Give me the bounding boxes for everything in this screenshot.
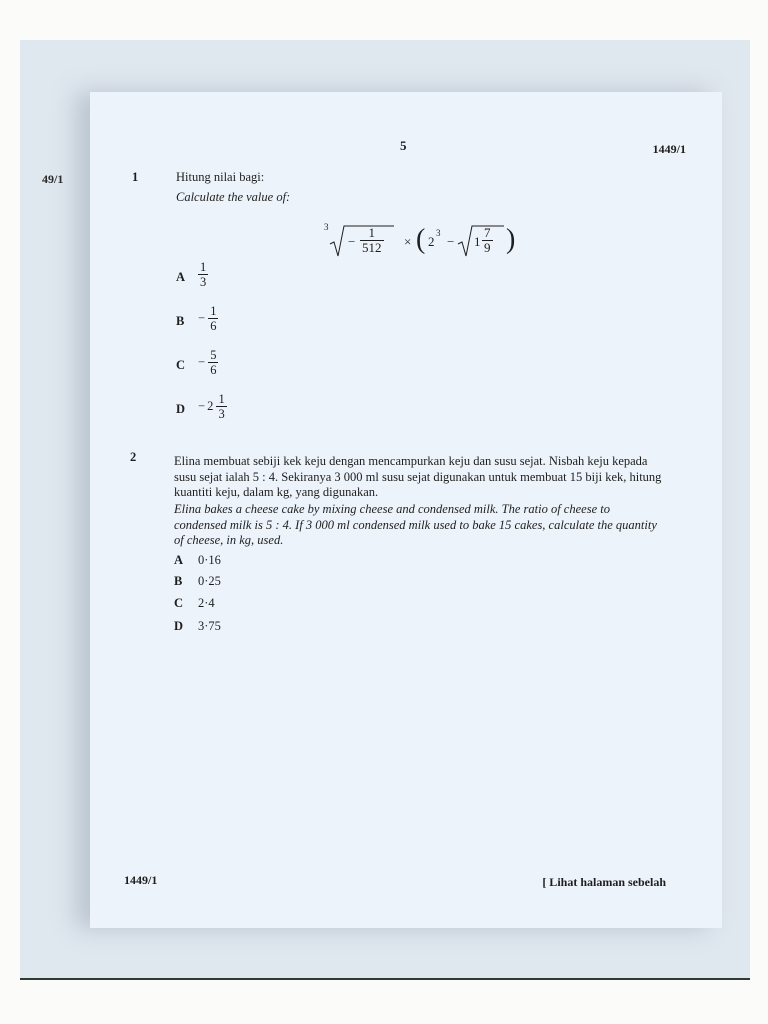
expr-fraction-2: $\frac{7}{9}$: [484, 225, 491, 255]
question-2-number: 2: [130, 450, 137, 464]
underlying-page-code: 49/1: [42, 172, 64, 186]
expr-times: ×: [404, 234, 412, 249]
question-2-english: Elina bakes a cheese cake by mixing cheese and condensed milk. The ratio of cheese to condensed milk is 5 : 4. If 3 000 ml condensed milk used to bake 15 cakes, calculate the quantity of cheese, in kg, used.: [174, 502, 657, 547]
expr-mixed-whole: 1: [474, 234, 481, 249]
paper-code-header: 1449/1: [652, 142, 686, 156]
expr-fraction-1: $\frac{1}{512}$: [362, 225, 382, 255]
next-page-note: [ Lihat halaman sebelah: [542, 875, 666, 889]
question-2-malay: Elina membuat sebiji kek keju dengan mencampurkan keju dan susu sejat. Nisbah keju kepada susu sejat ialah 5 : 4. Sekiranya 3 000 ml susu sejat digunakan untuk membuat 15 biji kek, hitung kuantiti keju, dalam kg, yang digunakan.: [174, 454, 662, 499]
expr-base: 2: [428, 234, 435, 249]
question-1-english: Calculate the value of:: [176, 190, 291, 204]
expr-exponent: 3: [436, 228, 441, 238]
expr-minus-2: −: [447, 234, 455, 249]
right-paren: ): [506, 224, 516, 255]
question-1-number: 1: [132, 170, 139, 184]
page-number: 5: [400, 138, 407, 153]
exam-page: 5 1449/1 1 Hitung nilai bagi: Calculate the value of: 3 − $\frac{1}{512}$ × ( 2 3 − 1 $\frac{7}{9}$ ) A $\frac{1}{3}$ B − $\frac{1}{6}$ C − $\frac{5}{6}$ D − 2 $\frac{1}{3}$ 2 Elina membuat sebiji kek keju dengan mencampurkan keju dan susu sejat. Nisbah keju kepada susu sejat ialah 5 : 4. Sekiranya 3 000 ml susu sejat digunakan untuk membuat 15 biji kek, hitung kuantiti keju, dalam kg, yang digunakan. Elina bakes a cheese cake by mixing cheese and condensed milk. The ratio of cheese to condensed milk is 5 : 4. If 3 000 ml condensed milk used to bake 15 cakes, calculate the quantity of cheese, in kg, used. A 0·16 B 0·25 C 2·4 D 3·75 1449/1 [ Lihat halaman sebelah: [90, 92, 722, 928]
left-paren: (: [416, 224, 426, 255]
root-index: 3: [324, 222, 329, 232]
expr-minus: −: [348, 234, 356, 249]
paper-code-footer: 1449/1: [124, 873, 158, 887]
question-1-malay: Hitung nilai bagi:: [176, 170, 265, 184]
